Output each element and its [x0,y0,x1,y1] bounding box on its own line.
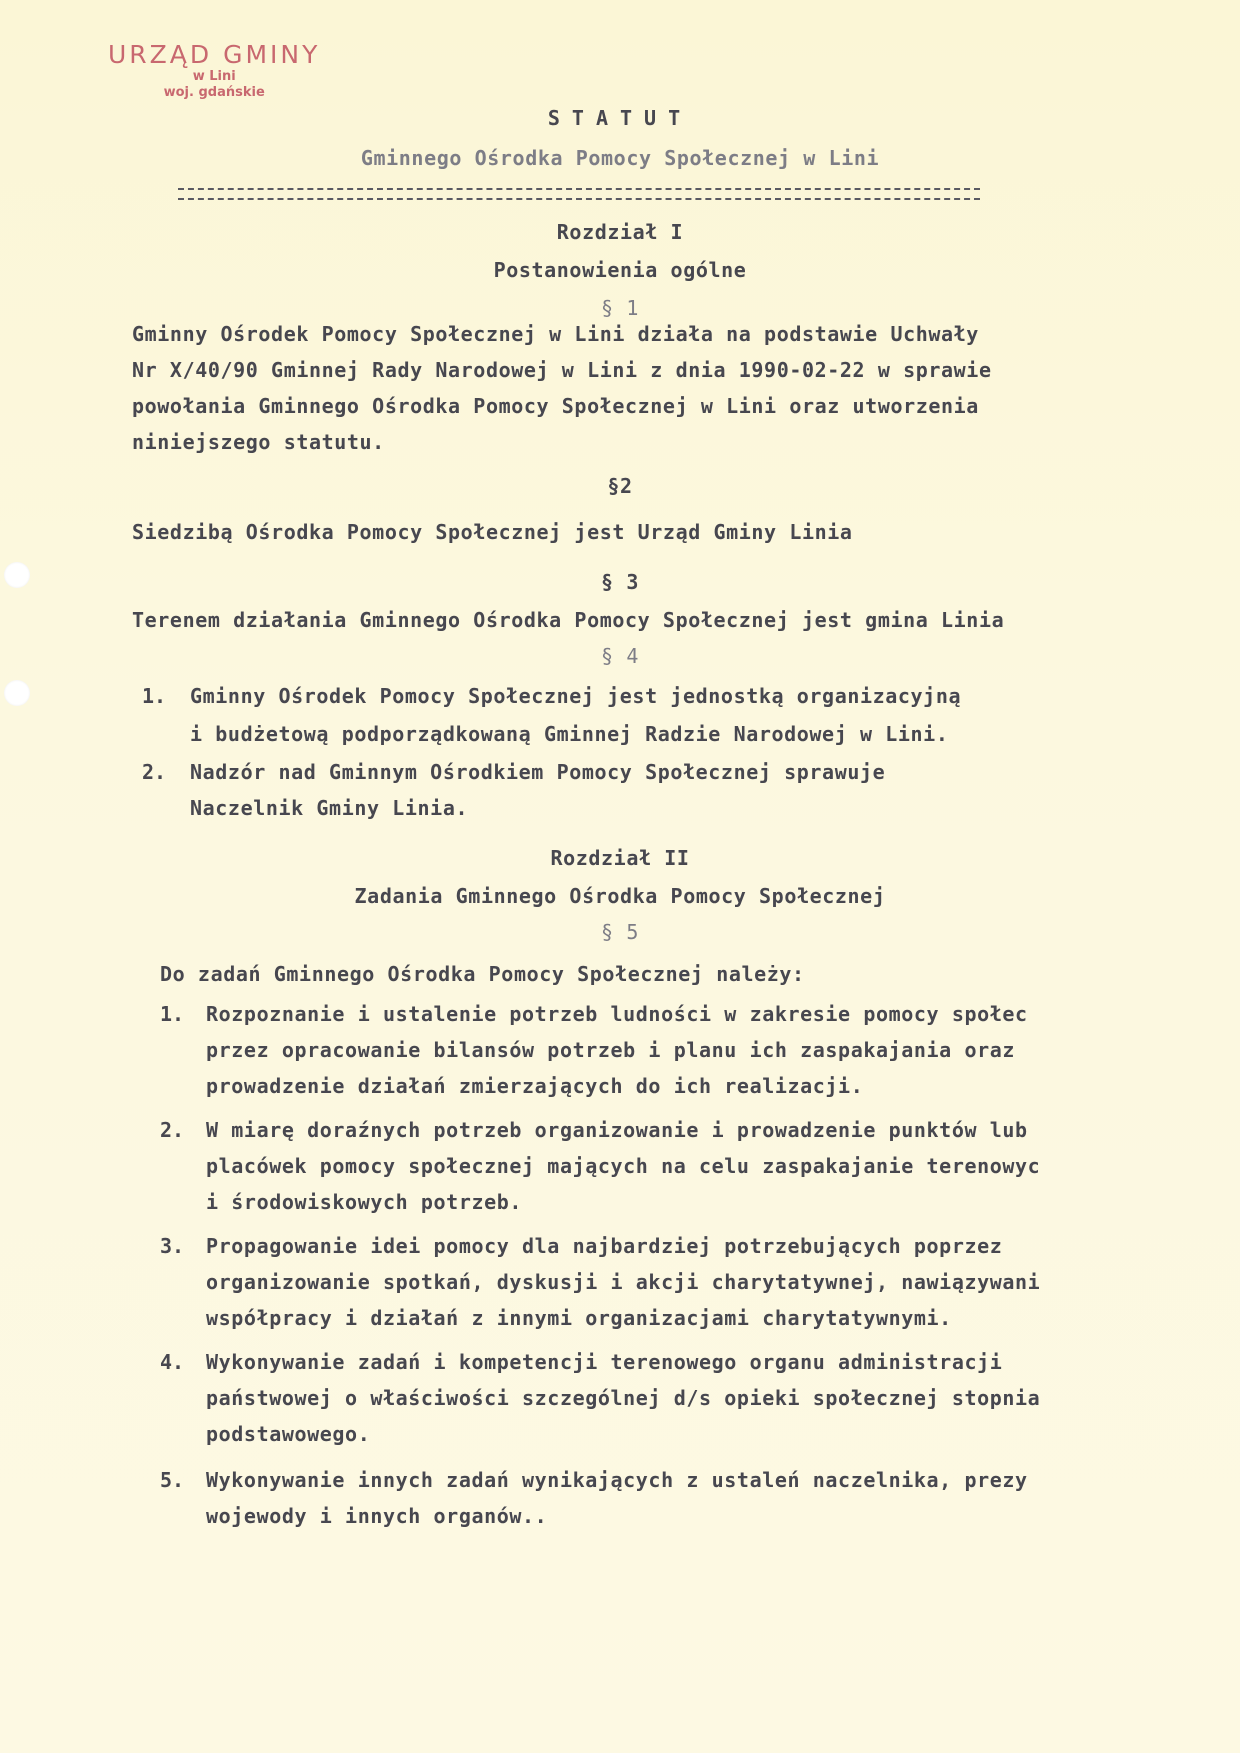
paragraph-5-item-line: przez opracowanie bilansów potrzeb i planu ich zaspakajania oraz [206,1038,1016,1062]
document-title: STATUT [547,106,693,130]
paragraph-5-item-line: organizowanie spotkań, dyskusji i akcji charytatywnej, nawiązywani [206,1270,1041,1294]
paragraph-4-item-line: Gminny Ośrodek Pomocy Społecznej jest jednostką organizacyjną [190,684,962,708]
paragraph-5-item-line: Propagowanie idei pomocy dla najbardziej potrzebujących poprzez [206,1234,1003,1258]
paragraph-1-line: Nr X/40/90 Gminnej Rady Narodowej w Lini z dnia 1990-02-22 w sprawie [132,358,992,382]
paragraph-5-item-line: wojewody i innych organów.. [206,1504,548,1528]
paragraph-4-item-line: Nadzór nad Gminnym Ośrodkiem Pomocy Społecznej sprawuje [190,760,886,784]
paragraph-5-item-line: Wykonywanie innych zadań wynikających z ustaleń naczelnika, prezy [206,1468,1028,1492]
paragraph-5-item-line: i środowiskowych potrzeb. [206,1190,523,1214]
stamp-title: URZĄD GMINY [108,40,321,69]
paragraph-5-item-number: 2. [160,1118,185,1142]
paragraph-4-item-line: i budżetową podporządkowaną Gminnej Radzie Narodowej w Lini. [190,722,949,746]
office-stamp [108,40,320,101]
paragraph-5-item-number: 5. [160,1468,185,1492]
paragraph-5-item-line: W miarę doraźnych potrzeb organizowanie i prowadzenie punktów lub [206,1118,1028,1142]
paragraph-4-item-line: Naczelnik Gminy Linia. [190,796,469,820]
paragraph-5-item-line: Rozpoznanie i ustalenie potrzeb ludności w zakresie pomocy społec [206,1002,1028,1026]
paragraph-5-item-line: współpracy i działań z innymi organizacjami charytatywnymi. [206,1306,952,1330]
paragraph-4-item-number: 2. [142,760,167,784]
paragraph-1-mark: § 1 [601,296,639,320]
paragraph-3-mark: § 3 [601,570,639,594]
chapter-2-subheading: Zadania Gminnego Ośrodka Pomocy Społecznej [354,884,886,908]
paragraph-1-line: powołania Gminnego Ośrodka Pomocy Społecznej w Lini oraz utworzenia [132,394,979,418]
paragraph-2-mark: §2 [607,474,633,498]
paragraph-5-item-line: Wykonywanie zadań i kompetencji terenowego organu administracji [206,1350,1003,1374]
paragraph-5-item-number: 3. [160,1234,185,1258]
paragraph-4-mark: § 4 [601,644,639,668]
paragraph-5-item-line: placówek pomocy społecznej mających na celu zaspakajanie terenowyc [206,1154,1041,1178]
stamp-line-2: woj. gdańskie [163,85,265,100]
stamp-line-1: w Lini [192,69,236,84]
chapter-2-heading: Rozdział II [550,846,690,870]
paragraph-5-item-number: 4. [160,1350,185,1374]
paragraph-4-item-number: 1. [142,684,167,708]
chapter-1-heading: Rozdział I [556,220,684,244]
paragraph-5-item-number: 1. [160,1002,185,1026]
paragraph-5-mark: § 5 [601,920,639,944]
punch-hole-bottom [4,680,30,706]
paragraph-1-line: niniejszego statutu. [132,430,385,454]
title-divider [178,188,980,200]
document-subtitle: Gminnego Ośrodka Pomocy Społecznej w Lini [360,146,880,170]
paragraph-5-item-line: państwowej o właściwości szczególnej d/s opieki społecznej stopnia [206,1386,1041,1410]
paragraph-5-item-line: podstawowego. [206,1422,371,1446]
paragraph-2-text: Siedzibą Ośrodka Pomocy Społecznej jest Urząd Gminy Linia [132,520,853,544]
paragraph-3-text: Terenem działania Gminnego Ośrodka Pomocy Społecznej jest gmina Linia [132,608,1005,632]
paragraph-1-line: Gminny Ośrodek Pomocy Społecznej w Lini działa na podstawie Uchwały [132,322,979,346]
chapter-1-subheading: Postanowienia ogólne [493,258,747,282]
paragraph-5-item-line: prowadzenie działań zmierzających do ich realizacji. [206,1074,864,1098]
paragraph-5-intro: Do zadań Gminnego Ośrodka Pomocy Społecznej należy: [160,962,805,986]
